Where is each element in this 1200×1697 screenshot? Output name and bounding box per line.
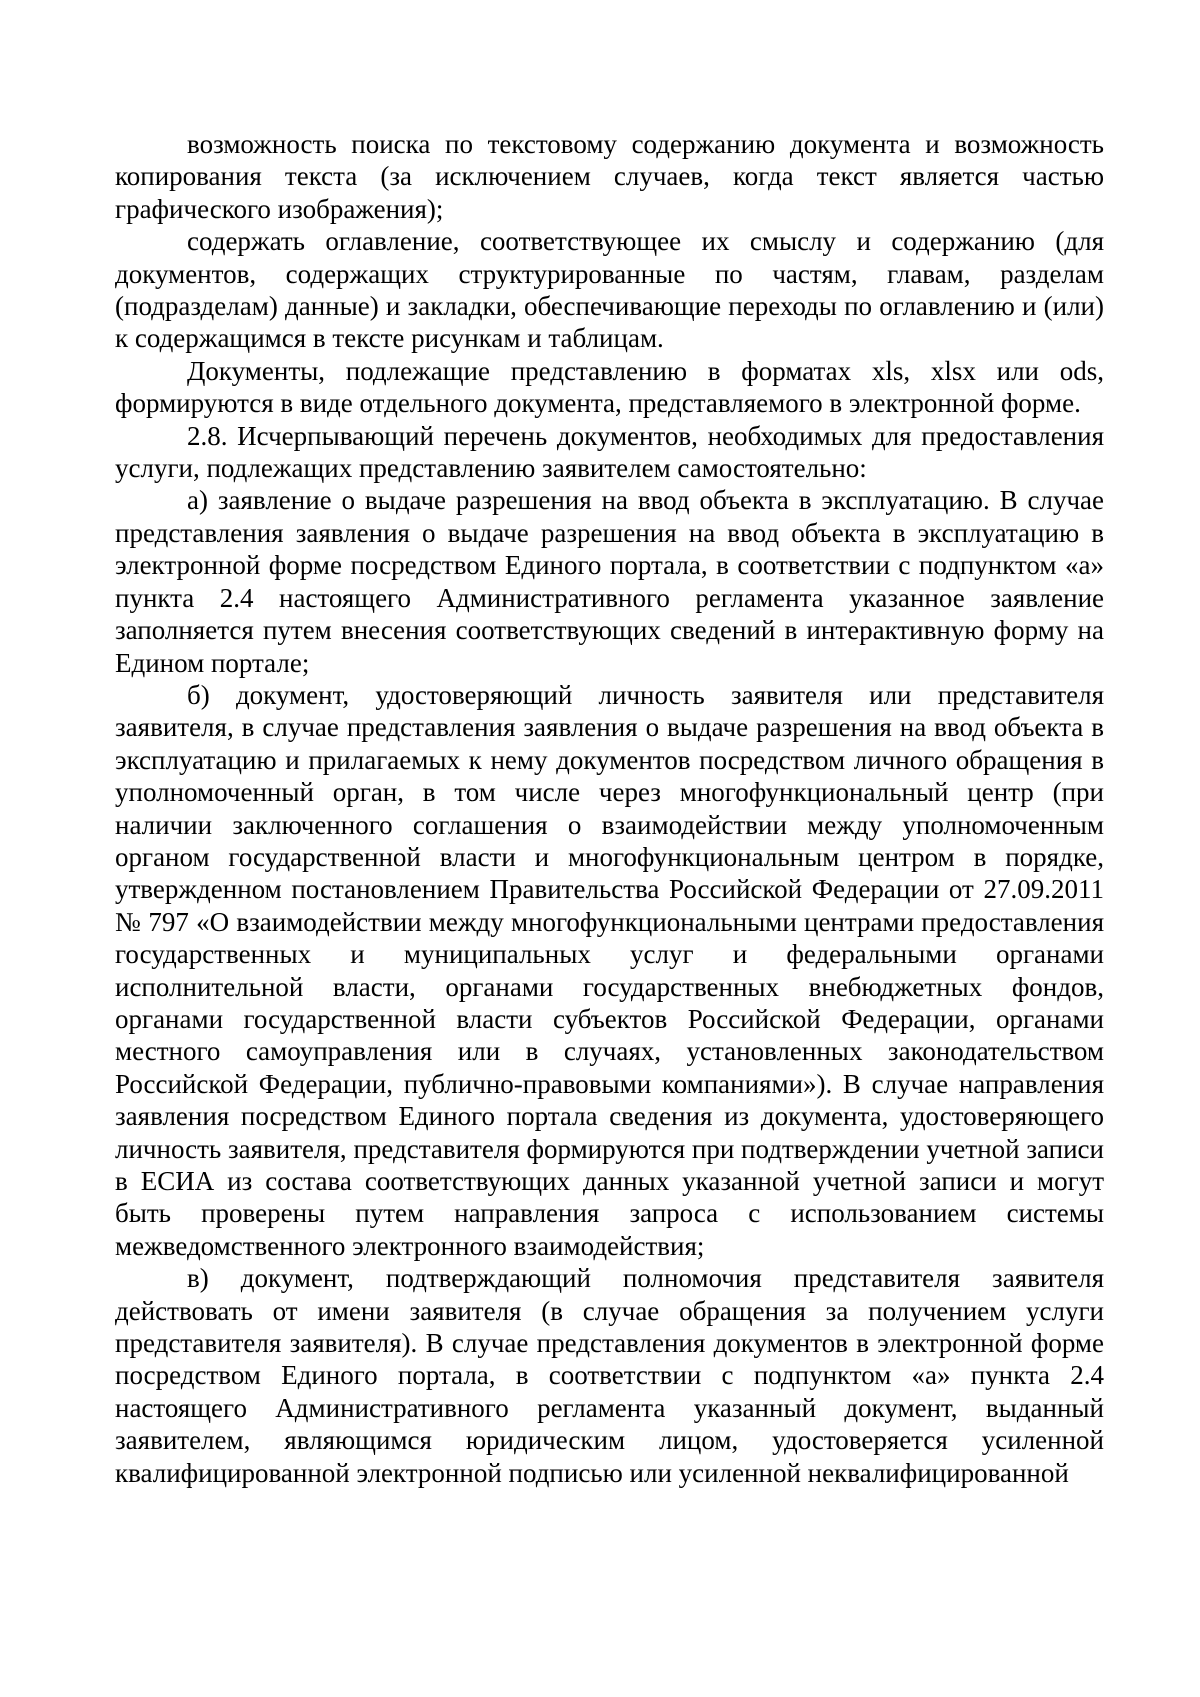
- paragraph-item-b: б) документ, удостоверяющий личность заявителя или представителя заявителя, в случае представления заявления о выдаче разрешения на ввод объекта в эксплуатацию и прилагаемых к нему документов посредством личного обращения в уполномоченный орган, в том числе через многофункциональный центр (при наличии заключенного соглашения о взаимодействии между уполномоченным органом государственной власти и многофункциональным центром в порядке, утвержденном постановлением Правительства Российской Федерации от 27.09.2011 № 797 «О взаимодействии между многофункциональными центрами предоставления государственных и муниципальных услуг и федеральными органами исполнительной власти, органами государственных внебюджетных фондов, органами государственной власти субъектов Российской Федерации, органами местного самоуправления или в случаях, установленных законодательством Российской Федерации, публично-правовыми компаниями»). В случае направления заявления посредством Единого портала сведения из документа, удостоверяющего личность заявителя, представителя формируются при подтверждении учетной записи в ЕСИА из состава соответствующих данных указанной учетной записи и могут быть проверены путем направления запроса с использованием системы межведомственного электронного взаимодействия;: [115, 679, 1104, 1261]
- document-body: [115, 128, 1104, 1489]
- paragraph-search-copy: возможность поиска по текстовому содержанию документа и возможность копирования текста (за исключением случаев, когда текст является частью графического изображения);: [115, 129, 1104, 224]
- paragraph-item-v: в) документ, подтверждающий полномочия представителя заявителя действовать от имени заявителя (в случае обращения за получением услуги представителя заявителя). В случае представления документов в электронной форме посредством Единого портала, в соответствии с подпунктом «а» пункта 2.4 настоящего Административного регламента указанный документ, выданный заявителем, являющимся юридическим лицом, удостоверяется усиленной квалифицированной электронной подписью или усиленной неквалифицированной: [115, 1263, 1104, 1488]
- paragraph-section-2-8: 2.8. Исчерпывающий перечень документов, необходимых для предоставления услуги, подлежащих представлению заявителем самостоятельно:: [115, 420, 1104, 484]
- paragraph-item-a: а) заявление о выдаче разрешения на ввод объекта в эксплуатацию. В случае представления заявления о выдаче разрешения на ввод объекта в эксплуатацию в электронной форме посредством Единого портала, в соответствии с подпунктом «а» пункта 2.4 настоящего Административного регламента указанное заявление заполняется путем внесения соответствующих сведений в интерактивную форму на Едином портале;: [115, 485, 1104, 678]
- paragraph-table-of-contents: содержать оглавление, соответствующее их смыслу и содержанию (для документов, содержащих структурированные по частям, главам, разделам (подразделам) данные) и закладки, обеспечивающие переходы по оглавлению и (или) к содержащимся в тексте рисункам и таблицам.: [115, 226, 1104, 354]
- paragraph-spreadsheet-formats: Документы, подлежащие представлению в форматах xls, xlsx или ods, формируются в виде отдельного документа, представляемого в электронной форме.: [115, 355, 1104, 419]
